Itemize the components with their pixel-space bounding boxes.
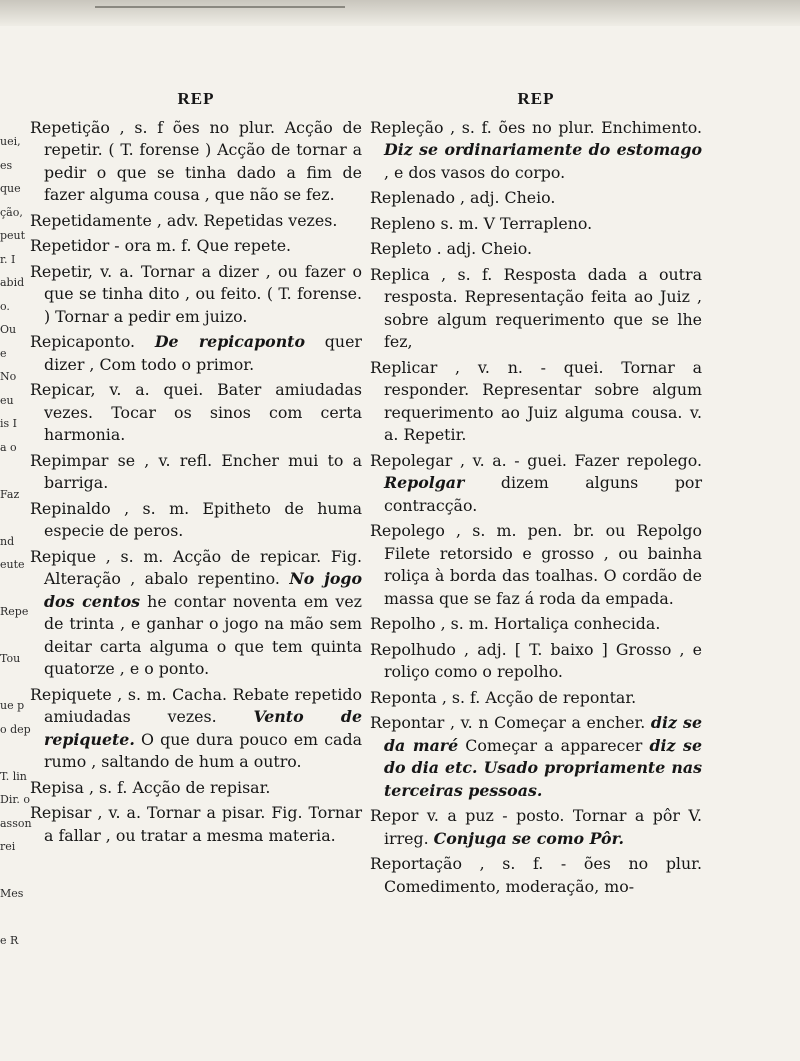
entry-text: Repolho , s. m. Hortaliça conhecida. bbox=[370, 614, 661, 633]
edge-fragment bbox=[0, 624, 32, 648]
dictionary-entry bbox=[30, 117, 362, 207]
entry-text: he contar noventa em vez de trinta , e ganhar o jogo na mão sem deitar carta alguma o que tem quinta quatorze , e o ponto. bbox=[44, 591, 362, 678]
left-column bbox=[30, 88, 362, 850]
entry-text: Repontar , v. n Começar a encher. bbox=[370, 713, 651, 732]
entry-text: Repleto . adj. Cheio. bbox=[370, 239, 533, 258]
entry-text: Reportação , s. f. - ões no plur. Comedimento, moderação, mo- bbox=[370, 854, 702, 896]
entry-text: Replica , s. f. Resposta dada a outra resposta. Representação feita ao Juiz , sobre algum requerimento que se lhe fez, bbox=[370, 264, 702, 351]
edge-fragment: e R bbox=[0, 934, 19, 947]
entry-text: Repetição , s. f ões no plur. Acção de repetir. ( T. forense ) Acção de tornar a pedir o que se tinha dado a fim de fazer alguma cousa , que não se fez. bbox=[30, 117, 362, 204]
edge-fragment: e bbox=[0, 346, 7, 360]
left-running-head: REP bbox=[177, 89, 215, 108]
edge-fragment: Tou bbox=[0, 652, 21, 665]
entry-text: Repetir, v. a. Tornar a dizer , ou fazer o que se tinha dito , ou feito. ( T. forense. ) Tornar a pedir em juizo. bbox=[30, 261, 362, 326]
right-running-head: REP bbox=[517, 89, 555, 108]
entry-text: Repicar, v. a. quei. Bater amiudadas vezes. Tocar os sinos com certa harmonia. bbox=[30, 380, 362, 444]
edge-fragment: asson bbox=[0, 816, 32, 830]
edge-fragment bbox=[0, 906, 32, 930]
edge-fragment bbox=[0, 506, 32, 530]
entry-text: Repiquete , s. m. Cacha. Rebate repetido amiudadas vezes. bbox=[30, 684, 362, 726]
dictionary-entry bbox=[370, 712, 702, 802]
facing-page-edge bbox=[0, 130, 32, 1050]
dictionary-entry bbox=[30, 210, 362, 233]
dictionary-entry bbox=[30, 777, 362, 800]
entry-text: , e dos vasos do corpo. bbox=[384, 162, 566, 182]
entry-text: Repinaldo , s. m. Epitheto de huma especie de peros. bbox=[30, 498, 362, 540]
scan-top-margin bbox=[0, 0, 800, 26]
dictionary-entry bbox=[30, 450, 362, 495]
edge-fragment: Repe bbox=[0, 605, 29, 618]
edge-fragment bbox=[0, 459, 32, 483]
edge-fragment: r. I bbox=[0, 252, 16, 266]
edge-fragment: ção, bbox=[0, 205, 23, 219]
edge-fragment: eute bbox=[0, 558, 25, 571]
edge-fragment: peut bbox=[0, 229, 26, 242]
edge-fragment: eu bbox=[0, 393, 14, 407]
left-entries bbox=[30, 117, 362, 848]
edge-fragment bbox=[0, 741, 32, 765]
right-entries bbox=[370, 117, 702, 899]
dictionary-entry bbox=[30, 684, 362, 774]
entry-italic-text: No jogo dos centos bbox=[44, 569, 362, 611]
dictionary-entry bbox=[30, 498, 362, 543]
dictionary-entry bbox=[30, 546, 362, 681]
edge-fragment: is I bbox=[0, 417, 18, 430]
entry-text: Repolhudo , adj. [ T. baixo ] Grosso , e roliço como o repolho. bbox=[370, 639, 702, 681]
entry-text: O que dura pouco em cada rumo , saltando de hum a outro. bbox=[44, 729, 362, 771]
entry-text: Repicaponto. bbox=[30, 332, 155, 351]
entry-text: Começar a apparecer bbox=[458, 735, 650, 755]
dictionary-entry bbox=[370, 805, 702, 850]
entry-text: Repleção , s. f. ões no plur. Enchimento. bbox=[370, 117, 702, 137]
edge-fragment: Dir. o bbox=[0, 793, 31, 806]
dictionary-entry bbox=[370, 238, 702, 261]
edge-fragment: a o bbox=[0, 440, 17, 454]
entry-text: Repolego , s. m. pen. br. ou Repolgo Filete retorsido e grosso , ou bainha roliça à borda das toalhas. O cordão de massa que se faz á roda da empada. bbox=[370, 521, 702, 608]
entry-text: Repetidor - ora m. f. Que repete. bbox=[30, 236, 292, 255]
edge-fragment bbox=[0, 671, 32, 695]
entry-text: Repimpar se , v. refl. Encher mui to a barriga. bbox=[30, 450, 362, 492]
dictionary-entry bbox=[370, 639, 702, 684]
dictionary-entry bbox=[370, 613, 702, 636]
entry-italic-text: Repolgar bbox=[384, 473, 465, 492]
dictionary-entry bbox=[370, 213, 702, 236]
dictionary-entry bbox=[370, 187, 702, 210]
entry-text: dizem alguns por contracção. bbox=[384, 473, 702, 515]
edge-fragment: Ou bbox=[0, 323, 17, 336]
entry-text: Repetidamente , adv. Repetidas vezes. bbox=[30, 210, 338, 230]
entry-italic-text: Diz se ordinariamente do estomago bbox=[384, 140, 702, 159]
edge-fragment: Faz bbox=[0, 487, 20, 501]
dictionary-entry bbox=[30, 331, 362, 376]
entry-italic-text: diz se da maré bbox=[384, 713, 702, 755]
entry-text: Repolegar , v. a. - guei. Fazer repolego. bbox=[370, 450, 702, 470]
dictionary-entry bbox=[370, 357, 702, 447]
entry-text: Repisar , v. a. Tornar a pisar. Fig. Tornar a fallar , ou tratar a mesma materia. bbox=[30, 803, 362, 845]
edge-fragment: o. bbox=[0, 299, 10, 313]
dictionary-entry bbox=[30, 235, 362, 258]
edge-fragment: uei, bbox=[0, 135, 21, 148]
edge-fragment bbox=[0, 577, 32, 601]
scan-rule bbox=[95, 6, 345, 8]
edge-fragment: ue p bbox=[0, 699, 25, 712]
dictionary-entry bbox=[370, 687, 702, 710]
dictionary-entry bbox=[30, 802, 362, 847]
edge-fragment: rei bbox=[0, 840, 16, 853]
entry-text: quer dizer , Com todo o primor. bbox=[44, 332, 362, 374]
entry-italic-text: Conjuga se como Pôr. bbox=[433, 828, 624, 848]
entry-italic-text: De repicaponto bbox=[154, 332, 306, 351]
entry-italic-text: diz se do dia etc. Usado propriamente nas terceiras pessoas. bbox=[384, 735, 702, 800]
dictionary-entry bbox=[30, 261, 362, 329]
dictionary-entry bbox=[30, 379, 362, 447]
edge-fragment: No bbox=[0, 370, 17, 383]
edge-fragment: Mes bbox=[0, 887, 24, 900]
dictionary-entry bbox=[370, 117, 702, 185]
dictionary-entry bbox=[370, 450, 702, 518]
right-column bbox=[370, 88, 702, 901]
edge-fragment: es bbox=[0, 158, 13, 172]
edge-fragment: o dep bbox=[0, 722, 31, 736]
entry-text: Repor v. a puz - posto. Tornar a pôr V. irreg. bbox=[370, 806, 702, 848]
dictionary-entry bbox=[370, 264, 702, 354]
entry-text: Repique , s. m. Acção de repicar. Fig. Alteração , abalo repentino. bbox=[30, 546, 362, 588]
entry-text: Repleno s. m. V Terrapleno. bbox=[370, 213, 593, 233]
edge-fragment: que bbox=[0, 182, 21, 195]
entry-text: Replenado , adj. Cheio. bbox=[370, 188, 556, 207]
entry-text: Reponta , s. f. Acção de repontar. bbox=[370, 687, 637, 707]
dictionary-entry bbox=[370, 520, 702, 610]
edge-fragment: T. lin bbox=[0, 769, 27, 783]
edge-fragment: nd bbox=[0, 534, 15, 548]
entry-italic-text: Vento de repiquete. bbox=[44, 707, 362, 749]
entry-text: Replicar , v. n. - quei. Tornar a responder. Representar sobre algum requerimento ao Juiz alguma cousa. v. a. Repetir. bbox=[370, 357, 702, 444]
dictionary-entry bbox=[370, 853, 702, 898]
entry-text: Repisa , s. f. Acção de repisar. bbox=[30, 777, 271, 797]
edge-fragment bbox=[0, 859, 32, 883]
edge-fragment: abid bbox=[0, 276, 25, 289]
